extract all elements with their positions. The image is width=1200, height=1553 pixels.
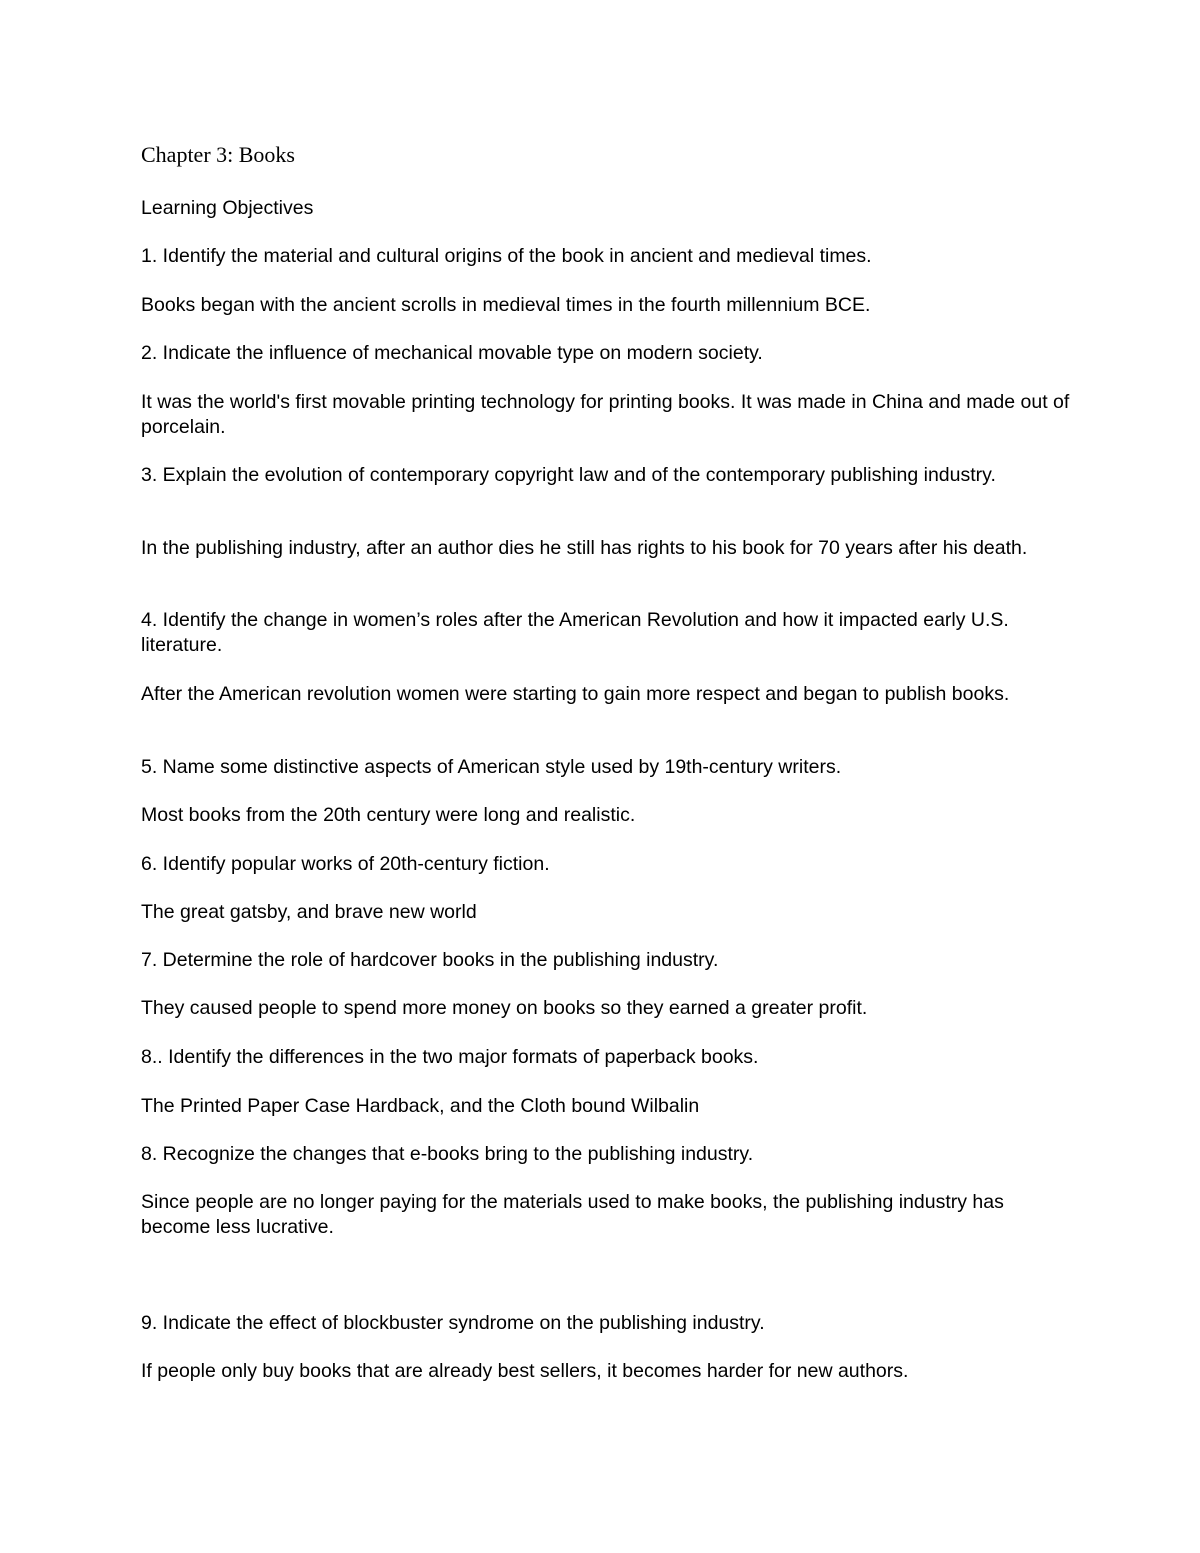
objective-question-2: 2. Indicate the influence of mechanical movable type on modern society. — [141, 342, 763, 364]
objective-question-4: 4. Identify the change in women’s roles after the American Revolution and how it impacted early U.S. literature. — [141, 609, 1009, 656]
objective-answer-8: The Printed Paper Case Hardback, and the Cloth bound Wilbalin — [141, 1095, 700, 1117]
objective-question-8: 8.. Identify the differences in the two major formats of paperback books. — [141, 1046, 759, 1068]
objective-question-6: 6. Identify popular works of 20th-century fiction. — [141, 853, 550, 875]
section-heading: Learning Objectives — [141, 197, 314, 219]
objective-answer-5: Most books from the 20th century were long and realistic. — [141, 804, 636, 826]
objective-question-8b: 8. Recognize the changes that e-books bring to the publishing industry. — [141, 1143, 754, 1165]
objective-answer-2: It was the world's first movable printing technology for printing books. It was made in China and made out of porcelain. — [141, 391, 1070, 438]
objective-question-7: 7. Determine the role of hardcover books in the publishing industry. — [141, 949, 719, 971]
objective-answer-6: The great gatsby, and brave new world — [141, 901, 477, 923]
objective-answer-1: Books began with the ancient scrolls in medieval times in the fourth millennium BCE. — [141, 294, 871, 316]
objective-answer-9: If people only buy books that are already best sellers, it becomes harder for new authors. — [141, 1360, 909, 1382]
chapter-title: Chapter 3: Books — [141, 142, 295, 167]
objective-question-3: 3. Explain the evolution of contemporary copyright law and of the contemporary publishing industry. — [141, 464, 996, 486]
objective-question-1: 1. Identify the material and cultural origins of the book in ancient and medieval times. — [141, 245, 872, 267]
objective-question-5: 5. Name some distinctive aspects of American style used by 19th-century writers. — [141, 756, 842, 778]
objective-answer-3: In the publishing industry, after an author dies he still has rights to his book for 70 years after his death. — [141, 537, 1028, 559]
objective-answer-4: After the American revolution women were starting to gain more respect and began to publish books. — [141, 683, 1010, 705]
objective-answer-8b: Since people are no longer paying for the materials used to make books, the publishing industry has become less lucrative. — [141, 1191, 1004, 1238]
objective-question-9: 9. Indicate the effect of blockbuster syndrome on the publishing industry. — [141, 1312, 765, 1334]
objective-answer-7: They caused people to spend more money on books so they earned a greater profit. — [141, 997, 868, 1019]
